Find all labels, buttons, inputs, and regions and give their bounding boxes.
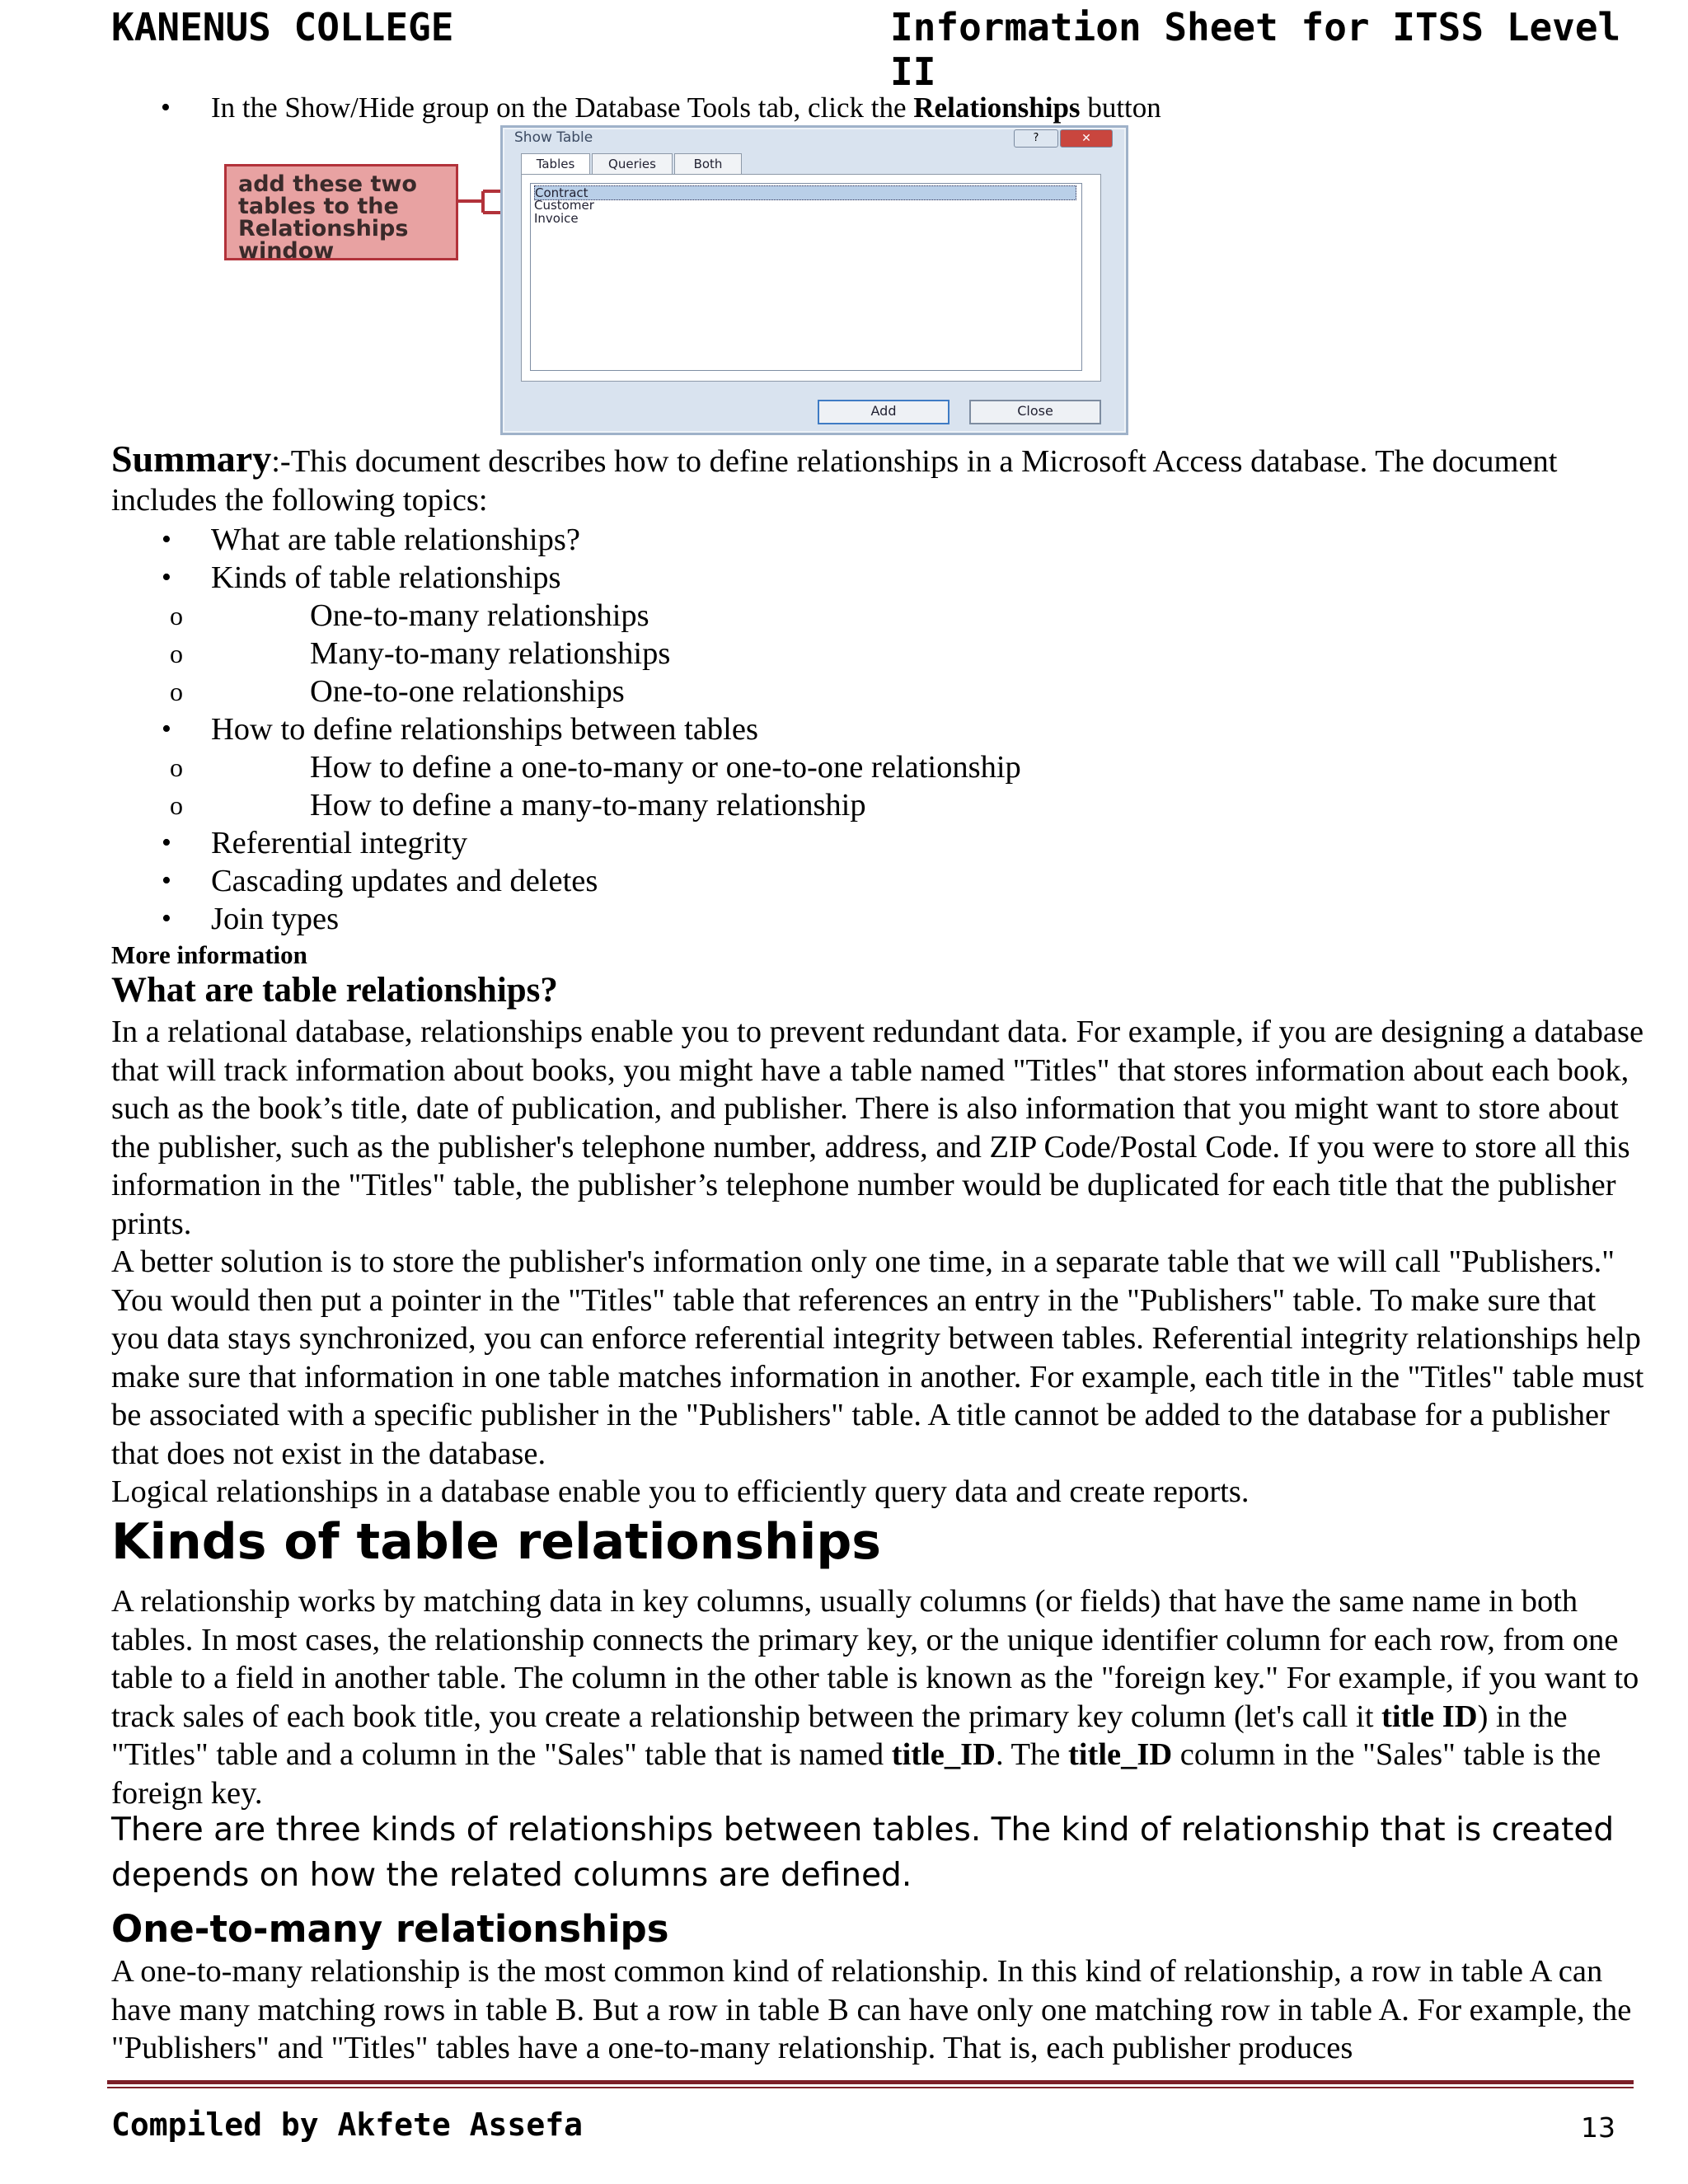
bullet-icon: •: [162, 562, 171, 593]
bullet-icon: •: [162, 524, 171, 555]
subtopic-item: [170, 748, 1612, 786]
tab-queries[interactable]: Queries: [592, 153, 673, 174]
tables-list[interactable]: [530, 183, 1082, 371]
what-paragraph-3: Logical relationships in a database enable you to efficiently query data and create reports.: [111, 1474, 1250, 1509]
intro-bullet-symbol: •: [161, 92, 171, 123]
what-paragraph-1: In a relational database, relationships enable you to prevent redundant data. For example, if you are designing a database that will track information about books, you might have a table named "Titles" that stores information about each book, such as the book’s title, date of publication, and publisher. There is also information that you might want to store about the publisher, such as the publisher's telephone number, address, and ZIP Code/Postal Code. If you were to store all this information in the "Titles" table, the publisher’s telephone number would be duplicated for each title that the publisher prints.: [111, 1015, 1644, 1241]
what-heading: What are table relationships?: [111, 971, 558, 1010]
kinds-bold-2: title_ID: [891, 1737, 996, 1772]
topic-text: What are table relationships?: [211, 523, 580, 557]
topic-text: Join types: [211, 902, 340, 936]
list-item-customer[interactable]: Customer: [534, 198, 594, 213]
topic-text: How to define a many-to-many relationship: [310, 788, 866, 823]
bullet-icon: •: [162, 714, 171, 744]
sub-bullet-icon: o: [170, 601, 183, 630]
intro-text-before: In the Show/Hide group on the Database Tools tab, click the: [211, 91, 914, 124]
topic-text: Kinds of table relationships: [211, 560, 561, 595]
footer-rule-thick: [107, 2080, 1634, 2084]
topic-text: How to define a one-to-many or one-to-one relationship: [310, 750, 1021, 785]
kinds-text-4: column in the "Sales" table is the foreign key.: [111, 1737, 1601, 1811]
subtopic-item: [170, 597, 1612, 635]
close-icon: ✕: [1081, 132, 1091, 145]
kinds-heading: Kinds of table relationships: [111, 1513, 881, 1571]
topic-item: [162, 710, 1612, 748]
topic-text: One-to-one relationships: [310, 674, 625, 709]
kinds-body: [111, 1582, 1644, 1812]
show-table-dialog: [500, 125, 1128, 435]
summary-paragraph: [111, 440, 1644, 519]
tab-both[interactable]: Both: [674, 153, 742, 174]
kinds-text-1: A relationship works by matching data in key columns, usually columns (or fields) that have the same name in both tables. In most cases, the relationship connects the primary key, or the unique identifier column for each row, from one table to a field in another table. The column in the other table is known as the "foreign key." For example, if you want to track sales of each book title, you create a relationship between the primary key column (let's call it: [111, 1584, 1639, 1734]
bullet-icon: •: [162, 865, 171, 896]
footer-compiled-by: Compiled by Akfete Assefa: [111, 2107, 583, 2143]
kinds-text-3: . The: [995, 1737, 1068, 1772]
bullet-icon: •: [162, 903, 171, 934]
what-body: [111, 1013, 1644, 1511]
intro-instruction: [211, 89, 1161, 127]
topic-text: One-to-many relationships: [310, 598, 649, 633]
kinds-text-2: ) in the "Titles" table and a column in the "Sales" table that is named: [111, 1699, 1568, 1772]
subtopic-item: [170, 635, 1612, 673]
summary-text: :-This document describes how to define relationships in a Microsoft Access database. The document includes the following topics:: [111, 444, 1558, 518]
list-item-contract[interactable]: Contract: [534, 185, 1076, 200]
what-paragraph-2: A better solution is to store the publisher's information only one time, in a separate table that we will call "Publishers." You would then put a pointer in the "Titles" table that references an entry in the "Publishers" table. To make sure that you data stays synchronized, you can enforce referential integrity between tables. Referential integrity relationships help make sure that information in one table matches information in another. For example, each title in the "Titles" table must be associated with a specific publisher in the "Publishers" table. A title cannot be added to the database for a publisher that does not exist in the database.: [111, 1244, 1644, 1471]
topic-text: Referential integrity: [211, 826, 468, 860]
subtopic-item: [170, 786, 1612, 824]
more-information-label: More information: [111, 940, 307, 969]
one-to-many-paragraph: A one-to-many relationship is the most common kind of relationship. In this kind of relationship, a row in table A can have many matching rows in table B. But a row in table B can have only one matching row in table A. For example, the "Publishers" and "Titles" tables have a one-to-many relationship. That is, each publisher produces: [111, 1954, 1632, 2065]
summary-label: Summary: [111, 438, 272, 480]
topic-item: [162, 521, 1612, 559]
header-college-name: KANENUS COLLEGE: [111, 5, 454, 49]
page-number: 13: [1581, 2111, 1615, 2144]
topic-item: [162, 824, 1612, 862]
bullet-icon: •: [162, 827, 171, 858]
kinds-bold-1: title ID: [1381, 1699, 1478, 1734]
intro-text-bold: Relationships: [913, 91, 1081, 124]
add-button[interactable]: Add: [818, 400, 950, 424]
topic-text: Cascading updates and deletes: [211, 864, 598, 898]
kinds-bold-3: title_ID: [1067, 1737, 1173, 1772]
sub-bullet-icon: o: [170, 639, 183, 668]
one-to-many-body: [111, 1952, 1644, 2068]
one-to-many-heading: One-to-many relationships: [111, 1907, 669, 1951]
topic-text: Many-to-many relationships: [310, 636, 671, 671]
topic-item: [162, 862, 1612, 900]
kinds-paragraph: [111, 1582, 1644, 1812]
topic-item: [162, 559, 1612, 597]
list-item-invoice[interactable]: Invoice: [534, 211, 579, 226]
subtopic-item: [170, 673, 1612, 710]
tables-panel: [521, 174, 1101, 382]
footer-rule-thin: [107, 2087, 1634, 2088]
three-kinds-statement: There are three kinds of relationships between tables. The kind of relationship that is created depends on how the related columns are defined.: [111, 1811, 1615, 1894]
close-button[interactable]: Close: [969, 400, 1101, 424]
tab-tables[interactable]: Tables: [521, 153, 590, 176]
dialog-title: Show Table: [514, 129, 593, 146]
sub-bullet-icon: o: [170, 677, 183, 706]
callout-note: add these two tables to the Relationships window: [224, 164, 458, 260]
dialog-help-button[interactable]: ?: [1014, 129, 1058, 148]
sub-bullet-icon: o: [170, 752, 183, 782]
sub-bullet-icon: o: [170, 790, 183, 820]
topic-item: [162, 900, 1612, 938]
header-sheet-title: Information Sheet for ITSS Level II: [890, 5, 1621, 94]
intro-text-after: button: [1080, 91, 1161, 124]
dialog-close-x-button[interactable]: [1060, 129, 1113, 148]
topic-text: How to define relationships between tables: [211, 712, 758, 747]
topics-list: [162, 521, 1612, 938]
